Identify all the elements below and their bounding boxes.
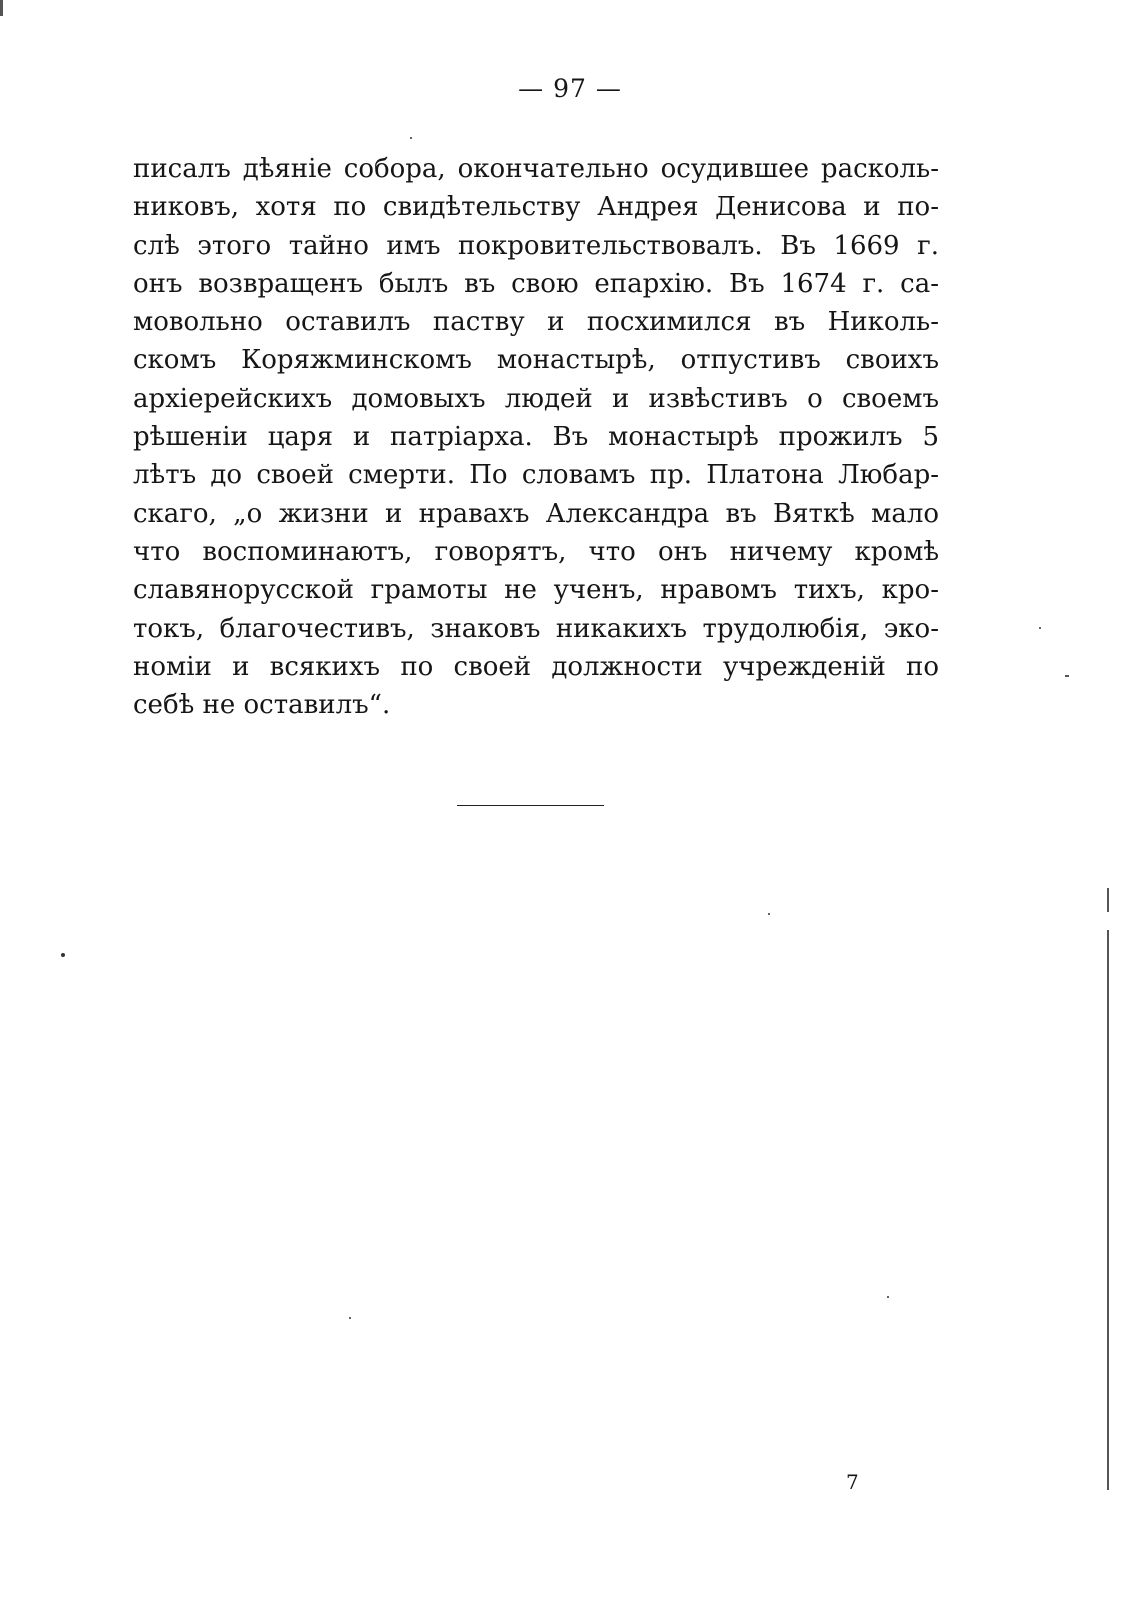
body-paragraph <box>133 150 939 724</box>
scan-edge-mark <box>1065 675 1069 677</box>
section-divider <box>457 805 604 806</box>
text-line: славянорусской грамоты не ученъ, нравомъ тихъ, кро- <box>133 575 939 606</box>
page-number: — 97 — <box>518 74 622 103</box>
text-line: скаго, „о жизни и нравахъ Александра въ Вяткѣ мало <box>133 498 939 529</box>
scan-speck <box>887 1296 889 1298</box>
scan-speck <box>768 913 770 915</box>
scan-edge-mark <box>1107 930 1109 1490</box>
text-line: рѣшеніи царя и патріарха. Въ монастырѣ прожилъ 5 <box>133 422 939 453</box>
text-line: архіерейскихъ домовыхъ людей и извѣстивъ о своемъ <box>133 383 939 414</box>
text-line: писалъ дѣяніе собора, окончательно осудившее расколь- <box>133 154 939 184</box>
text-line: онъ возвращенъ былъ въ свою епархію. Въ 1674 г. са- <box>133 268 939 299</box>
text-line: лѣтъ до своей смерти. По словамъ пр. Платона Любар- <box>133 460 939 491</box>
text-line: слѣ этого тайно имъ покровительствовалъ. Въ 1669 г. <box>133 230 939 261</box>
scan-edge-mark <box>0 0 3 16</box>
scan-speck <box>61 953 65 957</box>
scan-speck <box>1039 627 1041 629</box>
signature-mark: 7 <box>846 1470 859 1494</box>
text-line: себѣ не оставилъ“. <box>133 690 391 721</box>
text-line: номіи и всякихъ по своей должности учрежденій по <box>133 651 939 682</box>
scan-speck <box>410 137 412 139</box>
scan-speck <box>349 1317 351 1319</box>
text-line: мовольно оставилъ паству и посхимился въ Николь- <box>133 307 939 338</box>
text-line: токъ, благочестивъ, знаковъ никакихъ трудолюбія, эко- <box>133 613 939 644</box>
text-line: никовъ, хотя по свидѣтельству Андрея Денисова и по- <box>133 192 939 223</box>
scan-edge-mark <box>1107 888 1109 912</box>
text-line: что воспоминаютъ, говорятъ, что онъ ничему кромѣ <box>133 536 939 567</box>
text-line: скомъ Коряжминскомъ монастырѣ, отпустивъ своихъ <box>133 345 939 376</box>
